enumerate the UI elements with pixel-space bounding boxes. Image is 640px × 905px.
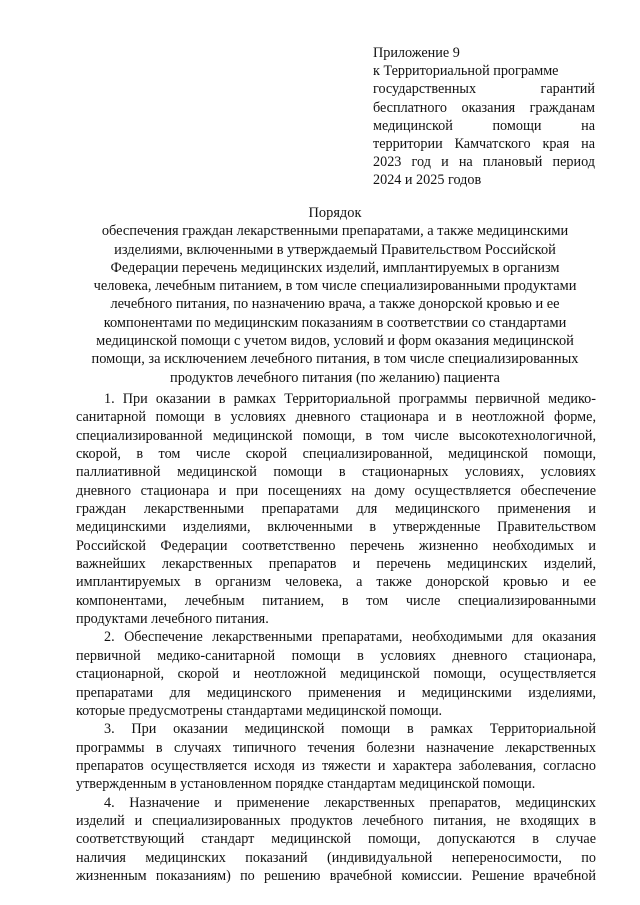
heading-line: продуктов лечебного питания (по желанию) пациента <box>170 369 500 386</box>
paragraph-line: специализированной медицинской помощи, в том числе высокотехнологичной, <box>76 427 596 444</box>
heading-line: компонентами по медицинским показаниям в соответствии со стандартами <box>103 314 567 331</box>
paragraph-line: 4. Назначение и применение лекарственных препаратов, медицинских <box>104 794 596 811</box>
paragraph-line: жизненным показаниям) по решению врачебной комиссии. Решение врачебной <box>76 867 596 884</box>
paragraph-line: 2. Обеспечение лекарственными препаратами, необходимыми для оказания <box>104 629 596 646</box>
heading-line: обеспечения граждан лекарственными препаратами, а также медицинскими <box>101 223 569 240</box>
paragraph-line: граждан лекарственными препаратами для медицинского применения и <box>76 501 596 518</box>
paragraph-line: соответствующий стандарт медицинской помощи, допускаются в случае <box>76 831 596 848</box>
paragraph-line: паллиативной медицинской помощи в стационарных условиях, условиях <box>76 464 596 481</box>
heading-line: человека, лечебным питанием, в том числе специализированными продуктами <box>93 278 577 295</box>
appendix-line: к Территориальной программе <box>373 63 559 80</box>
paragraph-line: 3. При оказании медицинской помощи в рамках Территориальной <box>104 721 596 738</box>
appendix-line: 2023 год и на плановый период <box>373 154 595 171</box>
heading-line: лечебного питания, по назначению врача, а также донорской кровью и ее <box>110 296 560 313</box>
paragraph-line: компонентами, лечебным питанием, в том числе специализированными <box>76 592 596 609</box>
paragraph-line: которые предусмотрены стандартами медицинской помощи. <box>76 702 443 719</box>
paragraph-2 <box>76 628 596 720</box>
paragraph-line: препаратами для медицинского применения и медицинскими изделиями, <box>76 684 596 701</box>
heading-line: помощи, за исключением лечебного питания, в том числе специализированных <box>91 351 579 368</box>
appendix-note <box>373 44 595 190</box>
appendix-line: медицинской помощи на <box>373 117 595 134</box>
appendix-line: территории Камчатского края на <box>373 136 595 153</box>
paragraph-line: наличия медицинских показаний (индивидуальной непереносимости, по <box>76 849 596 866</box>
paragraph-line: изделий и специализированных продуктов лечебного питания, не входящих в <box>76 812 596 829</box>
paragraph-line: препаратов осуществляется исходя из тяжести и характера заболевания, согласно <box>76 757 596 774</box>
heading-line: изделиями, включенными в утверждаемый Правительством Российской <box>114 241 556 258</box>
appendix-line: 2024 и 2025 годов <box>373 172 482 189</box>
paragraph-line: дневного стационара и при посещениях на дому осуществляется обеспечение <box>76 482 596 499</box>
appendix-line: бесплатного оказания гражданам <box>373 99 595 116</box>
paragraph-line: важнейших лекарственных препаратов и перечень медицинских изделий, <box>76 556 596 573</box>
paragraph-line: 1. При оказании в рамках Территориальной программы первичной медико- <box>104 391 596 407</box>
paragraph-3 <box>76 720 596 793</box>
paragraph-line: имплантируемых в организм человека, а также донорской кровью и ее <box>76 574 596 591</box>
paragraph-line: скорой, в том числе скорой специализированной, медицинской помощи, <box>76 446 596 463</box>
paragraph-4 <box>76 794 596 886</box>
paragraph-line: стационарной, скорой и неотложной медицинской помощи, осуществляется <box>76 666 596 683</box>
heading-line: медицинской помощи с учетом видов, условий и форм оказания медицинской <box>96 333 574 350</box>
appendix-line: государственных гарантий <box>373 81 595 98</box>
paragraph-1 <box>76 390 596 628</box>
paragraph-line: продуктами лечебного питания. <box>76 611 269 628</box>
appendix-line: Приложение 9 <box>373 45 460 61</box>
paragraph-line: утвержденным в установленном порядке стандартам медицинской помощи. <box>76 776 536 793</box>
document-heading <box>70 204 600 387</box>
paragraph-line: первичной медико-санитарной помощи в условиях дневного стационара, <box>76 647 596 664</box>
heading-title: Порядок <box>308 205 362 221</box>
paragraph-line: санитарной помощи в условиях дневного стационара и в неотложной форме, <box>76 409 596 426</box>
document-body <box>76 390 596 885</box>
paragraph-line: Российской Федерации соответственно перечень жизненно необходимых и <box>76 537 596 554</box>
paragraph-line: программы в случаях типичного течения болезни назначение лекарственных <box>76 739 596 756</box>
paragraph-line: медицинскими изделиями, включенными в утвержденные Правительством <box>76 519 596 536</box>
heading-line: Федерации перечень медицинских изделий, имплантируемых в организм <box>110 259 560 276</box>
